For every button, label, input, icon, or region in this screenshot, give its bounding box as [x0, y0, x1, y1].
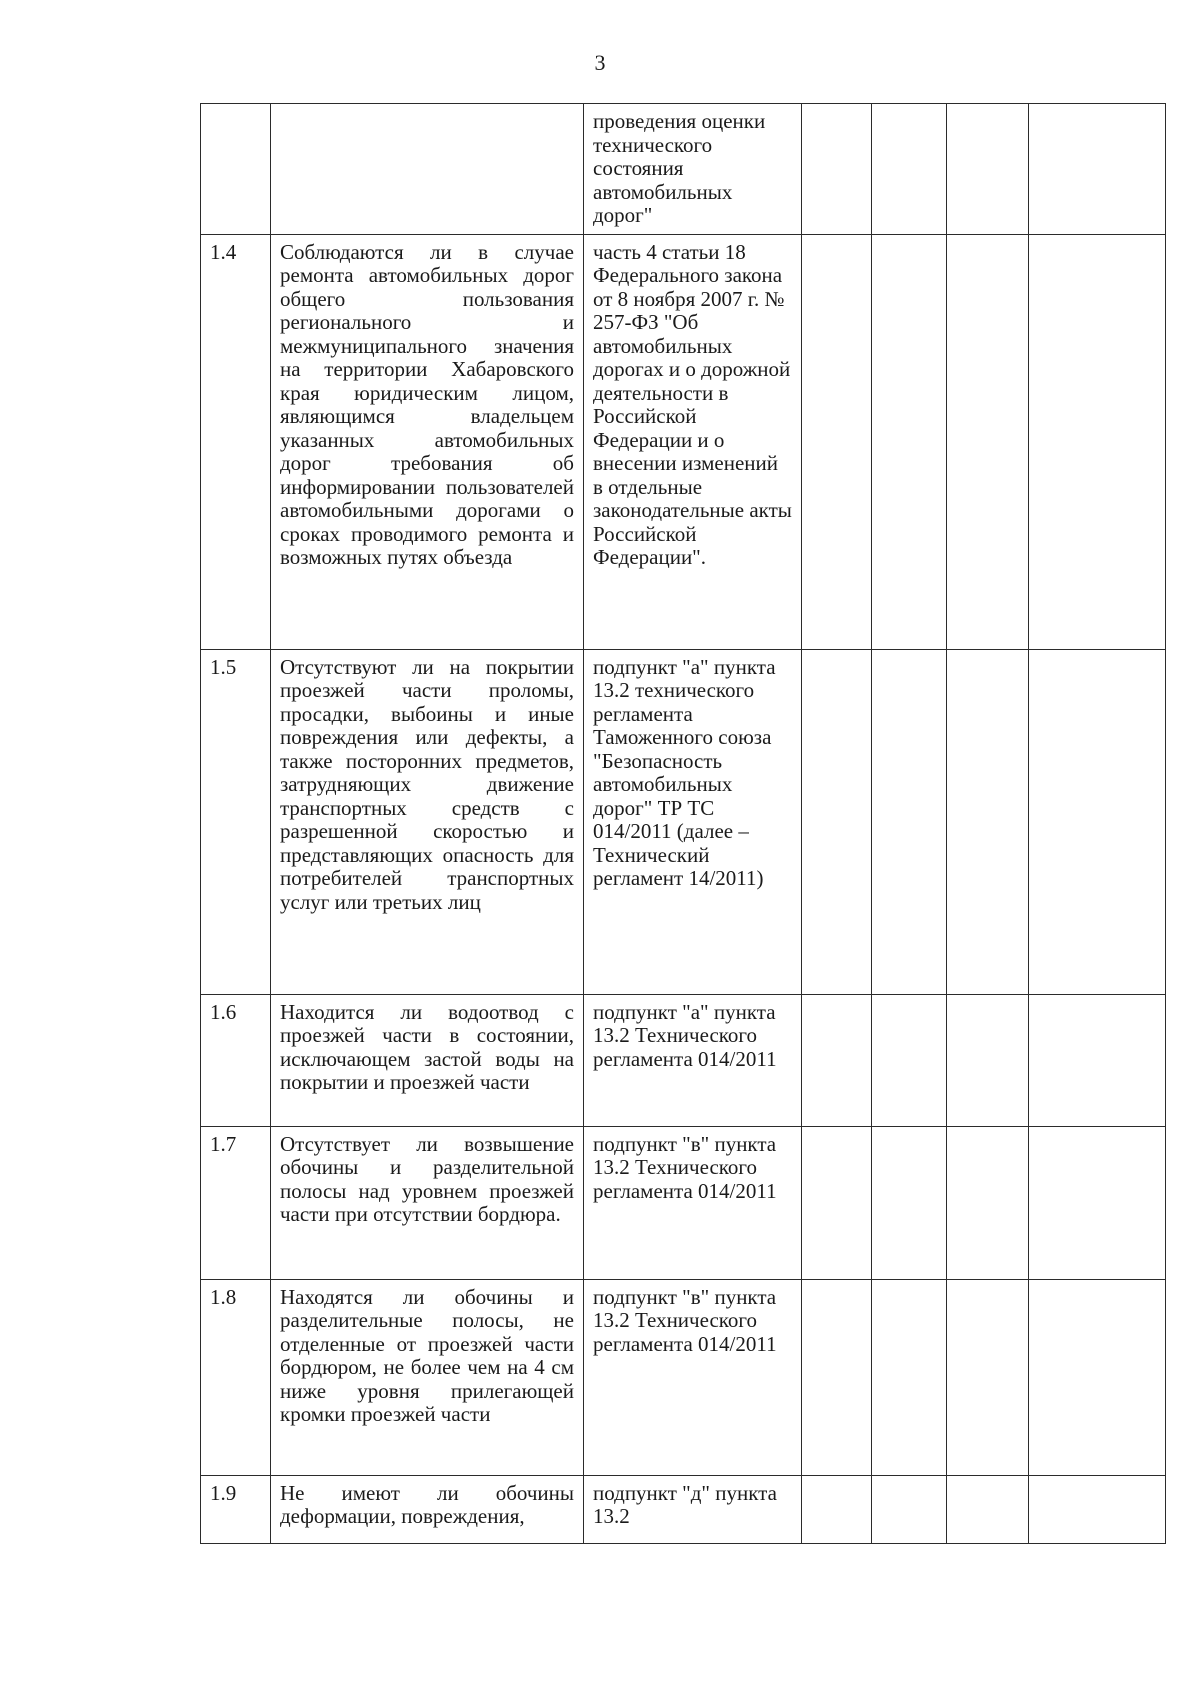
answer-na-cell	[947, 994, 1029, 1126]
requirement-text	[271, 104, 584, 235]
notes-cell	[1029, 104, 1166, 235]
table-row	[201, 1126, 1166, 1279]
notes-cell	[1029, 649, 1166, 994]
notes-cell	[1029, 994, 1166, 1126]
table-row	[201, 649, 1166, 994]
requirement-text: Не имеют ли обочины деформации, повреждения,	[271, 1475, 584, 1543]
row-number: 1.4	[201, 234, 271, 649]
row-number: 1.8	[201, 1279, 271, 1475]
page-number: 3	[594, 50, 606, 75]
requirement-text: Отсутствует ли возвышение обочины и разделительной полосы над уровнем проезжей части при отсутствии бордюра.	[271, 1126, 584, 1279]
legal-basis: проведения оценки технического состояния автомобильных дорог"	[584, 104, 802, 235]
answer-yes-cell	[802, 1279, 872, 1475]
answer-yes-cell	[802, 234, 872, 649]
row-number: 1.6	[201, 994, 271, 1126]
requirement-text: Находятся ли обочины и разделительные полосы, не отделенные от проезжей части бордюром, не более чем на 4 см ниже уровня прилегающей кромки проезжей части	[271, 1279, 584, 1475]
answer-yes-cell	[802, 1475, 872, 1543]
notes-cell	[1029, 234, 1166, 649]
requirement-text: Отсутствуют ли на покрытии проезжей части проломы, просадки, выбоины и иные повреждения или дефекты, а также посторонних предметов, затрудняющих движение транспортных средств с разрешенной скоростью и представляющих опасность для потребителей транспортных услуг или третьих лиц	[271, 649, 584, 994]
row-number: 1.9	[201, 1475, 271, 1543]
requirement-text: Находится ли водоотвод с проезжей части в состоянии, исключающем застой воды на покрытии и проезжей части	[271, 994, 584, 1126]
table-row	[201, 1279, 1166, 1475]
row-number: 1.5	[201, 649, 271, 994]
answer-na-cell	[947, 1126, 1029, 1279]
row-number	[201, 104, 271, 235]
notes-cell	[1029, 1279, 1166, 1475]
notes-cell	[1029, 1126, 1166, 1279]
table-row	[201, 1475, 1166, 1543]
answer-na-cell	[947, 1475, 1029, 1543]
notes-cell	[1029, 1475, 1166, 1543]
legal-basis: подпункт "в" пункта 13.2 Технического регламента 014/2011	[584, 1279, 802, 1475]
answer-na-cell	[947, 1279, 1029, 1475]
answer-no-cell	[872, 1279, 947, 1475]
requirement-text: Соблюдаются ли в случае ремонта автомобильных дорог общего пользования регионального и межмуниципального значения на территории Хабаровского края юридическим лицом, являющимся владельцем указанных автомобильных дорог требования об информировании пользователей автомобильными дорогами о сроках проводимого ремонта и возможных путях объезда	[271, 234, 584, 649]
legal-basis: подпункт "в" пункта 13.2 Технического регламента 014/2011	[584, 1126, 802, 1279]
table-row	[201, 104, 1166, 235]
answer-no-cell	[872, 994, 947, 1126]
answer-yes-cell	[802, 104, 872, 235]
checklist-table	[200, 103, 1166, 1544]
table-row	[201, 994, 1166, 1126]
answer-na-cell	[947, 234, 1029, 649]
answer-yes-cell	[802, 994, 872, 1126]
table-row	[201, 234, 1166, 649]
answer-na-cell	[947, 104, 1029, 235]
answer-no-cell	[872, 1126, 947, 1279]
legal-basis: подпункт "а" пункта 13.2 Технического регламента 014/2011	[584, 994, 802, 1126]
answer-no-cell	[872, 104, 947, 235]
row-number: 1.7	[201, 1126, 271, 1279]
answer-no-cell	[872, 234, 947, 649]
answer-yes-cell	[802, 1126, 872, 1279]
legal-basis: подпункт "д" пункта 13.2	[584, 1475, 802, 1543]
answer-no-cell	[872, 649, 947, 994]
legal-basis: подпункт "а" пункта 13.2 технического регламента Таможенного союза "Безопасность автомобильных дорог" ТР ТС 014/2011 (далее – Технический регламент 14/2011)	[584, 649, 802, 994]
answer-no-cell	[872, 1475, 947, 1543]
answer-yes-cell	[802, 649, 872, 994]
legal-basis: часть 4 статьи 18 Федерального закона от 8 ноября 2007 г. № 257-ФЗ "Об автомобильных дорогах и о дорожной деятельности в Российской Федерации и о внесении изменений в отдельные законодательные акты Российской Федерации".	[584, 234, 802, 649]
answer-na-cell	[947, 649, 1029, 994]
